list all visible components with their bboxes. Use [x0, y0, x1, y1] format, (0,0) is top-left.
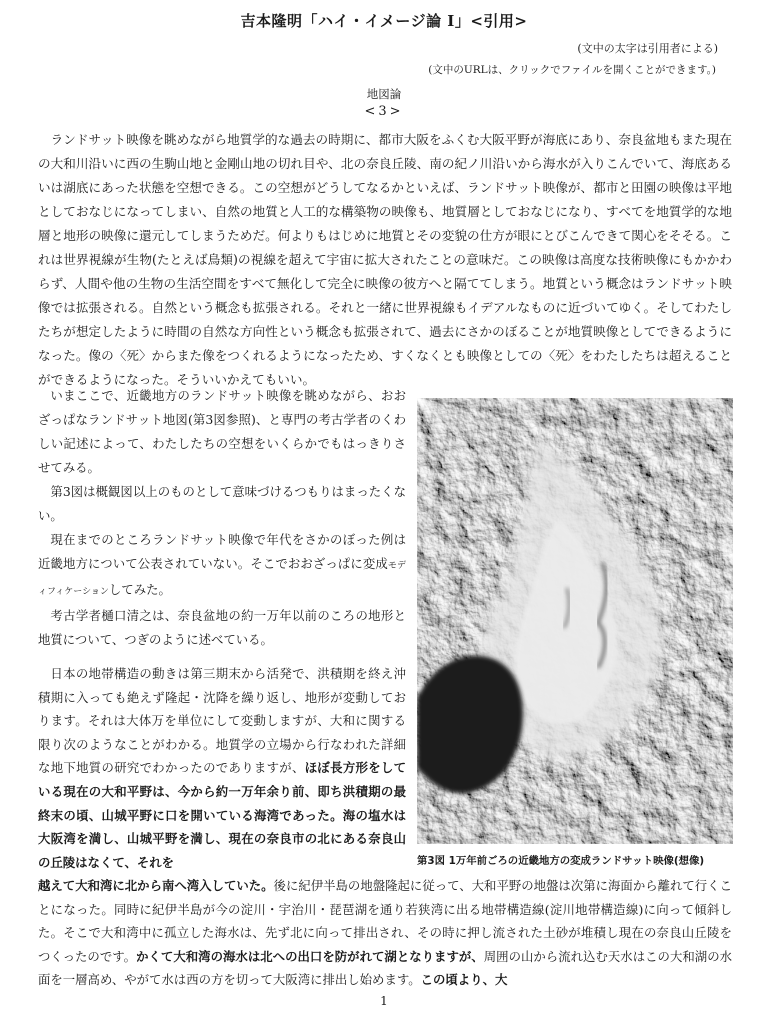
quote-bold-1: ほぼ長方形をしている現在の大和平野は、今から約一万年余り前、即ち洪積期の最終末の頃、山城平野に口を開いている海湾であった。海の塩水は大阪湾を満し、山城平野を満し、現在の奈良市の北にある奈良山の丘陵はなくて、それを — [38, 760, 407, 870]
landsat-map-image — [417, 398, 733, 844]
section-title: 地図論 — [366, 87, 402, 101]
bottom-plain-1: 後に紀伊半島の地盤隆起に従って、大和平野の地盤は次第に海面から離れて行くことになった。同時に紀伊半島が今の淀川・宇治川・琵琶湖を通り若狭湾に出る地帯構造線(淀川地帯構造線)に向って傾斜した。そこで大和湾中に孤立した海水は、先ず北に向って排出され、その時に押し流された土砂が堆積し現在の奈良山丘陵をつくったのです。 — [38, 878, 732, 964]
left-paragraph-2: 第3図は概観図以上のものとして意味づけるつもりはまったくない。 — [38, 484, 406, 523]
bottom-bold-2: かくて大和湾の海水は北への出口を防がれて湖となりますが、 — [136, 948, 484, 964]
modification-ruby: モディフィケーション — [38, 561, 406, 597]
document-title: 吉本隆明「ハイ・イメージ論 Ⅰ」<引用> — [240, 12, 528, 30]
left-column — [38, 384, 406, 652]
page-number: 1 — [380, 994, 388, 1008]
landsat-figure — [417, 398, 733, 844]
left-paragraph-3-end: してみた。 — [108, 582, 171, 597]
left-paragraph-3-main: 現在までのところランドサット映像で年代をさかのぼった例は近畿地方について公表されていない。そこでおおざっぱに変成 — [38, 532, 406, 571]
section-number: <3> — [364, 104, 404, 119]
left-paragraph-3 — [38, 528, 406, 604]
quote-plain-1: 日本の地帯構造の動きは第三期末から活発で、洪積期を終え沖積期に入っても絶えず隆起・沈降を繰り返し、地形が変動しております。それは大体万を単位にして変動しますが、大和に関する限り次のようなことがわかる。地質学の立場から行なわれた詳細な地下地質の研究でわかったのでありますが、 — [38, 666, 406, 776]
lead-paragraph: ランドサット映像を眺めながら地質学的な過去の時期に、都市大阪をふくむ大阪平野が海底にあり、奈良盆地もまた現在の大和川沿いに西の生駒山地と金剛山地の切れ目や、北の奈良丘陵、南の紀ノ川沿いから海水が入りこんでいて、海底あるいは湖底にあった状態を空想できる。この空想がどうしてなるかといえば、ランドサット映像が、都市と田園の映像は平地としておなじになってしまい、自然の地質と人工的な構築物の映像も、地質層としておなじになり、すべてを地質学的な地層と地形の映像に還元してしまうためだ。何よりもはじめに地質とその変貌の仕方が眼にとびこんできて関心をそそる。これは世界視線が生物(たとえば鳥類)の視線を超えて宇宙に拡大されたことの意味だ。この映像は高度な技術映像にもかかわらず、人間や他の生物の生活空間をすべて無化して完全に映像の彼方へと隔ててしまう。地質という概念はランドサット映像では拡張される。自然という概念も拡張される。それと一緒に世界視線もイデアルなものに近づいてゆく。そしてわたしたちが想定したように時間の自然な方向性という概念も拡張されて、過去にさかのぼることが地質映像としてできるようになった。像の〈死〉からまた像をつくれるようになったため、すくなくとも映像としての〈死〉をわたしたちは超えることができるようになった。そういいかえてもいい。 — [38, 132, 732, 387]
bottom-bold-1: 越えて大和湾に北から南へ湾入していた。 — [38, 878, 274, 893]
bottom-paragraph — [38, 874, 732, 992]
quote-paragraph — [38, 662, 406, 874]
left-paragraph-4: 考古学者樋口清之は、奈良盆地の約一万年以前のころの地形と地質について、つぎのように述べている。 — [38, 608, 406, 647]
url-note: (文中のURLは、クリックでファイルを開くことができます。) — [428, 64, 716, 76]
bottom-bold-3: この頃より、大 — [420, 972, 508, 988]
left-paragraph-1: いまここで、近畿地方のランドサット映像を眺めながら、おおざっぱなランドサット地図(第3図参照)、と専門の考古学者のくわしい記述によって、わたしたちの空想をいくらかでもはっきりさせてみる。 — [38, 388, 406, 475]
emphasis-note: (文中の太字は引用者による) — [577, 42, 718, 55]
bottom-plain-2: 周囲の山から流れ込む天水はこの大和湖の水面を一層高め、やがて水は西の方を切って大阪湾に排出し始めます。 — [38, 948, 733, 988]
figure-caption: 第3図 1万年前ごろの近畿地方の変成ランドサット映像(想像) — [417, 855, 705, 867]
